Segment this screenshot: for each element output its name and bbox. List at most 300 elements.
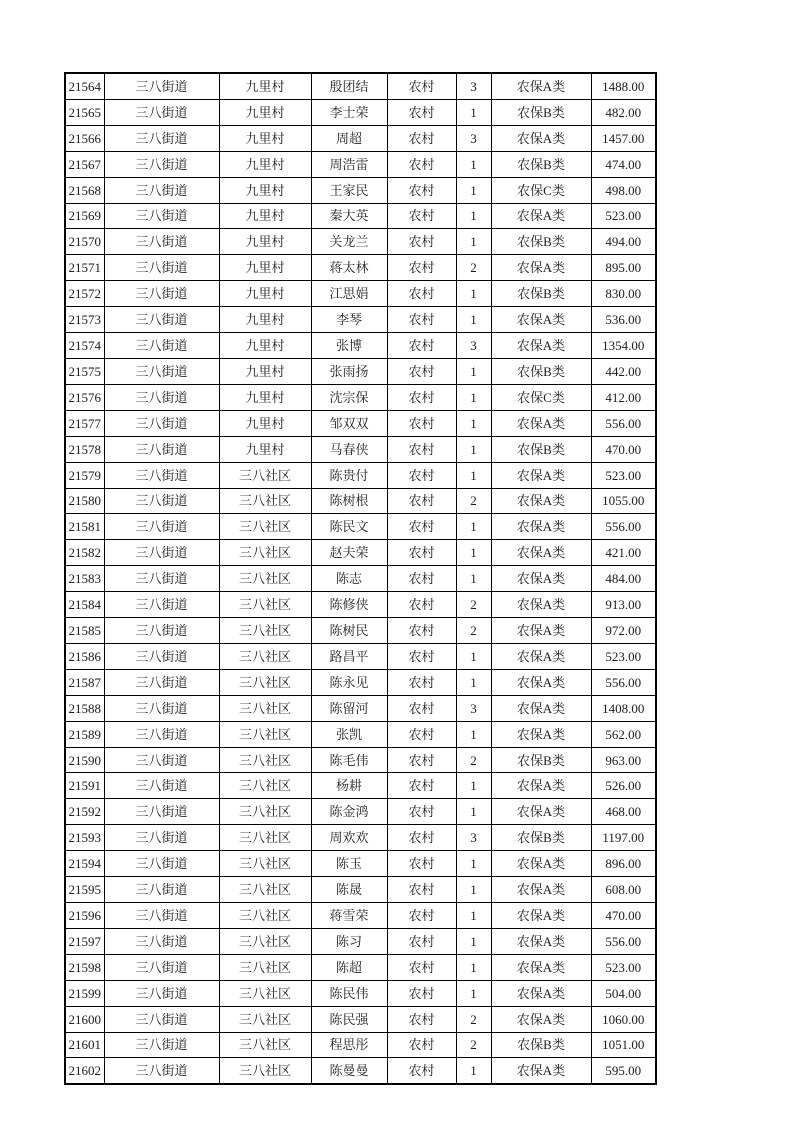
cell-person-name: 陈曼曼 [311,1058,387,1084]
table-row [65,799,656,825]
table-row [65,229,656,255]
cell-household-type: 农村 [387,384,456,410]
cell-person-name: 殷团结 [311,73,387,99]
cell-person-name: 程思彤 [311,1032,387,1058]
cell-serial-number: 21589 [65,721,104,747]
cell-person-name: 李士荣 [311,99,387,125]
table-row [65,255,656,281]
cell-person-count: 3 [456,73,491,99]
cell-street: 三八街道 [104,566,219,592]
cell-serial-number: 21587 [65,669,104,695]
cell-insurance-category: 农保A类 [491,255,591,281]
cell-amount: 896.00 [591,851,656,877]
cell-serial-number: 21585 [65,618,104,644]
table-row [65,177,656,203]
cell-insurance-category: 农保B类 [491,281,591,307]
cell-insurance-category: 农保B类 [491,1032,591,1058]
table-row [65,1032,656,1058]
cell-street: 三八街道 [104,203,219,229]
cell-household-type: 农村 [387,877,456,903]
cell-serial-number: 21570 [65,229,104,255]
cell-serial-number: 21594 [65,851,104,877]
cell-serial-number: 21576 [65,384,104,410]
cell-serial-number: 21598 [65,954,104,980]
cell-insurance-category: 农保A类 [491,903,591,929]
cell-insurance-category: 农保A类 [491,488,591,514]
cell-street: 三八街道 [104,592,219,618]
cell-serial-number: 21574 [65,333,104,359]
cell-household-type: 农村 [387,643,456,669]
cell-household-type: 农村 [387,99,456,125]
cell-amount: 562.00 [591,721,656,747]
cell-household-type: 农村 [387,747,456,773]
cell-village: 九里村 [219,333,311,359]
cell-street: 三八街道 [104,410,219,436]
cell-person-name: 周超 [311,125,387,151]
table-row [65,592,656,618]
cell-village: 三八社区 [219,747,311,773]
cell-street: 三八街道 [104,307,219,333]
cell-insurance-category: 农保A类 [491,540,591,566]
cell-village: 九里村 [219,73,311,99]
cell-amount: 536.00 [591,307,656,333]
cell-person-count: 1 [456,410,491,436]
cell-amount: 895.00 [591,255,656,281]
cell-person-name: 蒋太林 [311,255,387,281]
cell-person-count: 1 [456,643,491,669]
cell-person-count: 1 [456,462,491,488]
table-row [65,281,656,307]
cell-person-name: 陈金鸿 [311,799,387,825]
cell-insurance-category: 农保A类 [491,799,591,825]
cell-insurance-category: 农保A类 [491,203,591,229]
table-row [65,877,656,903]
cell-person-count: 2 [456,1006,491,1032]
cell-person-name: 李琴 [311,307,387,333]
cell-amount: 972.00 [591,618,656,644]
cell-insurance-category: 农保A类 [491,1006,591,1032]
table-row [65,410,656,436]
table-row [65,669,656,695]
cell-street: 三八街道 [104,151,219,177]
cell-serial-number: 21581 [65,514,104,540]
table-row [65,773,656,799]
cell-person-name: 邹双双 [311,410,387,436]
cell-amount: 494.00 [591,229,656,255]
cell-amount: 1051.00 [591,1032,656,1058]
cell-household-type: 农村 [387,203,456,229]
cell-amount: 1055.00 [591,488,656,514]
cell-amount: 608.00 [591,877,656,903]
table-row [65,514,656,540]
cell-person-count: 1 [456,851,491,877]
cell-household-type: 农村 [387,825,456,851]
cell-street: 三八街道 [104,384,219,410]
cell-serial-number: 21568 [65,177,104,203]
cell-amount: 468.00 [591,799,656,825]
cell-village: 三八社区 [219,514,311,540]
cell-person-count: 1 [456,540,491,566]
cell-insurance-category: 农保B类 [491,358,591,384]
cell-person-count: 1 [456,721,491,747]
cell-amount: 595.00 [591,1058,656,1084]
cell-person-name: 陈民伟 [311,980,387,1006]
cell-person-count: 1 [456,799,491,825]
cell-person-count: 1 [456,203,491,229]
cell-person-name: 陈留河 [311,695,387,721]
cell-person-name: 张博 [311,333,387,359]
table-row [65,643,656,669]
cell-serial-number: 21599 [65,980,104,1006]
cell-insurance-category: 农保A类 [491,462,591,488]
cell-person-count: 3 [456,125,491,151]
cell-serial-number: 21591 [65,773,104,799]
cell-person-count: 1 [456,177,491,203]
cell-person-name: 陈树根 [311,488,387,514]
table-row [65,825,656,851]
cell-serial-number: 21602 [65,1058,104,1084]
cell-insurance-category: 农保B类 [491,436,591,462]
cell-village: 九里村 [219,151,311,177]
cell-household-type: 农村 [387,721,456,747]
cell-person-name: 周浩雷 [311,151,387,177]
cell-serial-number: 21590 [65,747,104,773]
table-row [65,851,656,877]
cell-person-name: 陈毛伟 [311,747,387,773]
cell-serial-number: 21588 [65,695,104,721]
cell-household-type: 农村 [387,1032,456,1058]
cell-street: 三八街道 [104,747,219,773]
table-row [65,307,656,333]
cell-person-count: 1 [456,229,491,255]
table-row [65,980,656,1006]
cell-person-name: 陈民文 [311,514,387,540]
table-row [65,333,656,359]
cell-serial-number: 21572 [65,281,104,307]
cell-person-count: 1 [456,436,491,462]
cell-street: 三八街道 [104,799,219,825]
cell-person-count: 2 [456,488,491,514]
cell-insurance-category: 农保B类 [491,99,591,125]
cell-person-name: 陈玉 [311,851,387,877]
cell-household-type: 农村 [387,436,456,462]
cell-village: 三八社区 [219,721,311,747]
cell-street: 三八街道 [104,669,219,695]
cell-person-name: 陈习 [311,928,387,954]
cell-street: 三八街道 [104,928,219,954]
cell-household-type: 农村 [387,773,456,799]
cell-serial-number: 21600 [65,1006,104,1032]
cell-serial-number: 21569 [65,203,104,229]
cell-village: 九里村 [219,229,311,255]
cell-household-type: 农村 [387,73,456,99]
cell-household-type: 农村 [387,255,456,281]
cell-amount: 556.00 [591,410,656,436]
cell-insurance-category: 农保A类 [491,980,591,1006]
cell-village: 九里村 [219,177,311,203]
cell-insurance-category: 农保B类 [491,747,591,773]
cell-person-name: 张凯 [311,721,387,747]
cell-person-name: 江思娟 [311,281,387,307]
table-row [65,462,656,488]
table-row [65,928,656,954]
cell-village: 三八社区 [219,540,311,566]
cell-amount: 523.00 [591,954,656,980]
cell-serial-number: 21583 [65,566,104,592]
cell-household-type: 农村 [387,281,456,307]
cell-village: 九里村 [219,384,311,410]
cell-amount: 556.00 [591,928,656,954]
cell-serial-number: 21601 [65,1032,104,1058]
cell-village: 九里村 [219,99,311,125]
cell-person-name: 张雨扬 [311,358,387,384]
cell-village: 三八社区 [219,877,311,903]
cell-village: 三八社区 [219,851,311,877]
cell-village: 九里村 [219,125,311,151]
cell-person-name: 马春侠 [311,436,387,462]
cell-household-type: 农村 [387,514,456,540]
cell-person-count: 1 [456,151,491,177]
table-row [65,99,656,125]
table-row [65,125,656,151]
cell-village: 三八社区 [219,954,311,980]
cell-village: 三八社区 [219,1058,311,1084]
cell-serial-number: 21592 [65,799,104,825]
cell-person-count: 2 [456,592,491,618]
cell-village: 三八社区 [219,1006,311,1032]
table-row [65,358,656,384]
cell-person-name: 秦大英 [311,203,387,229]
cell-insurance-category: 农保A类 [491,73,591,99]
cell-street: 三八街道 [104,488,219,514]
cell-street: 三八街道 [104,825,219,851]
cell-person-name: 王家民 [311,177,387,203]
cell-amount: 484.00 [591,566,656,592]
cell-amount: 1457.00 [591,125,656,151]
table-row [65,566,656,592]
table-body [65,73,656,1084]
cell-person-count: 3 [456,825,491,851]
cell-household-type: 农村 [387,851,456,877]
cell-amount: 504.00 [591,980,656,1006]
cell-household-type: 农村 [387,358,456,384]
table-row [65,488,656,514]
cell-insurance-category: 农保A类 [491,333,591,359]
cell-village: 三八社区 [219,462,311,488]
cell-person-count: 1 [456,281,491,307]
cell-person-count: 1 [456,980,491,1006]
cell-insurance-category: 农保A类 [491,618,591,644]
cell-amount: 1488.00 [591,73,656,99]
cell-village: 九里村 [219,255,311,281]
cell-household-type: 农村 [387,1006,456,1032]
cell-street: 三八街道 [104,281,219,307]
cell-household-type: 农村 [387,1058,456,1084]
cell-household-type: 农村 [387,799,456,825]
cell-insurance-category: 农保A类 [491,514,591,540]
cell-serial-number: 21577 [65,410,104,436]
cell-amount: 526.00 [591,773,656,799]
cell-household-type: 农村 [387,903,456,929]
cell-serial-number: 21586 [65,643,104,669]
cell-amount: 556.00 [591,669,656,695]
cell-street: 三八街道 [104,1058,219,1084]
table-row [65,954,656,980]
cell-serial-number: 21579 [65,462,104,488]
cell-person-name: 陈树民 [311,618,387,644]
cell-household-type: 农村 [387,592,456,618]
cell-person-name: 陈贵付 [311,462,387,488]
cell-amount: 470.00 [591,903,656,929]
cell-village: 九里村 [219,410,311,436]
cell-person-name: 沈宗保 [311,384,387,410]
cell-person-name: 陈超 [311,954,387,980]
cell-household-type: 农村 [387,980,456,1006]
cell-street: 三八街道 [104,125,219,151]
cell-household-type: 农村 [387,229,456,255]
cell-village: 三八社区 [219,1032,311,1058]
cell-household-type: 农村 [387,928,456,954]
cell-street: 三八街道 [104,255,219,281]
cell-person-count: 1 [456,358,491,384]
cell-amount: 830.00 [591,281,656,307]
cell-amount: 556.00 [591,514,656,540]
cell-person-count: 1 [456,928,491,954]
table-row [65,903,656,929]
cell-household-type: 农村 [387,954,456,980]
cell-person-count: 1 [456,514,491,540]
cell-insurance-category: 农保A类 [491,954,591,980]
cell-insurance-category: 农保A类 [491,721,591,747]
cell-street: 三八街道 [104,99,219,125]
cell-village: 三八社区 [219,773,311,799]
cell-person-count: 1 [456,903,491,929]
cell-household-type: 农村 [387,488,456,514]
cell-village: 三八社区 [219,643,311,669]
cell-amount: 523.00 [591,462,656,488]
cell-insurance-category: 农保A类 [491,307,591,333]
cell-household-type: 农村 [387,151,456,177]
table-row [65,540,656,566]
cell-insurance-category: 农保A类 [491,669,591,695]
cell-insurance-category: 农保A类 [491,695,591,721]
cell-street: 三八街道 [104,954,219,980]
cell-insurance-category: 农保A类 [491,851,591,877]
cell-serial-number: 21593 [65,825,104,851]
cell-village: 三八社区 [219,928,311,954]
cell-person-count: 1 [456,307,491,333]
table-row [65,73,656,99]
cell-amount: 474.00 [591,151,656,177]
cell-household-type: 农村 [387,566,456,592]
cell-amount: 963.00 [591,747,656,773]
table-row [65,721,656,747]
cell-household-type: 农村 [387,125,456,151]
cell-street: 三八街道 [104,1032,219,1058]
cell-person-count: 1 [456,1058,491,1084]
cell-insurance-category: 农保A类 [491,643,591,669]
cell-insurance-category: 农保B类 [491,825,591,851]
cell-street: 三八街道 [104,980,219,1006]
cell-insurance-category: 农保B类 [491,151,591,177]
cell-village: 九里村 [219,358,311,384]
cell-insurance-category: 农保A类 [491,410,591,436]
cell-person-count: 1 [456,566,491,592]
cell-village: 九里村 [219,281,311,307]
cell-street: 三八街道 [104,1006,219,1032]
cell-household-type: 农村 [387,307,456,333]
cell-serial-number: 21575 [65,358,104,384]
cell-serial-number: 21595 [65,877,104,903]
cell-street: 三八街道 [104,540,219,566]
cell-person-name: 周欢欢 [311,825,387,851]
cell-amount: 421.00 [591,540,656,566]
table-row [65,151,656,177]
cell-amount: 412.00 [591,384,656,410]
cell-amount: 1197.00 [591,825,656,851]
cell-street: 三八街道 [104,177,219,203]
cell-serial-number: 21567 [65,151,104,177]
cell-street: 三八街道 [104,436,219,462]
cell-person-name: 赵夫荣 [311,540,387,566]
table-row [65,695,656,721]
cell-amount: 1354.00 [591,333,656,359]
table-row [65,618,656,644]
cell-insurance-category: 农保A类 [491,125,591,151]
cell-person-name: 路昌平 [311,643,387,669]
cell-person-count: 2 [456,618,491,644]
table-row [65,1006,656,1032]
cell-person-count: 2 [456,1032,491,1058]
cell-household-type: 农村 [387,695,456,721]
cell-village: 三八社区 [219,669,311,695]
cell-village: 九里村 [219,307,311,333]
table-row [65,747,656,773]
cell-person-name: 陈修侠 [311,592,387,618]
cell-serial-number: 21597 [65,928,104,954]
cell-amount: 498.00 [591,177,656,203]
cell-street: 三八街道 [104,643,219,669]
pension-roster-table [64,72,657,1085]
cell-household-type: 农村 [387,669,456,695]
cell-amount: 523.00 [591,203,656,229]
cell-household-type: 农村 [387,410,456,436]
cell-amount: 482.00 [591,99,656,125]
cell-street: 三八街道 [104,618,219,644]
cell-insurance-category: 农保A类 [491,1058,591,1084]
cell-street: 三八街道 [104,877,219,903]
cell-household-type: 农村 [387,462,456,488]
cell-village: 三八社区 [219,695,311,721]
cell-household-type: 农村 [387,177,456,203]
cell-insurance-category: 农保A类 [491,773,591,799]
cell-village: 三八社区 [219,903,311,929]
cell-serial-number: 21573 [65,307,104,333]
cell-person-name: 陈民强 [311,1006,387,1032]
cell-village: 三八社区 [219,618,311,644]
cell-insurance-category: 农保A类 [491,592,591,618]
cell-street: 三八街道 [104,721,219,747]
cell-amount: 1060.00 [591,1006,656,1032]
cell-serial-number: 21565 [65,99,104,125]
cell-street: 三八街道 [104,462,219,488]
cell-street: 三八街道 [104,773,219,799]
cell-person-name: 陈晟 [311,877,387,903]
cell-insurance-category: 农保A类 [491,877,591,903]
table-row [65,1058,656,1084]
cell-insurance-category: 农保B类 [491,229,591,255]
cell-village: 三八社区 [219,566,311,592]
